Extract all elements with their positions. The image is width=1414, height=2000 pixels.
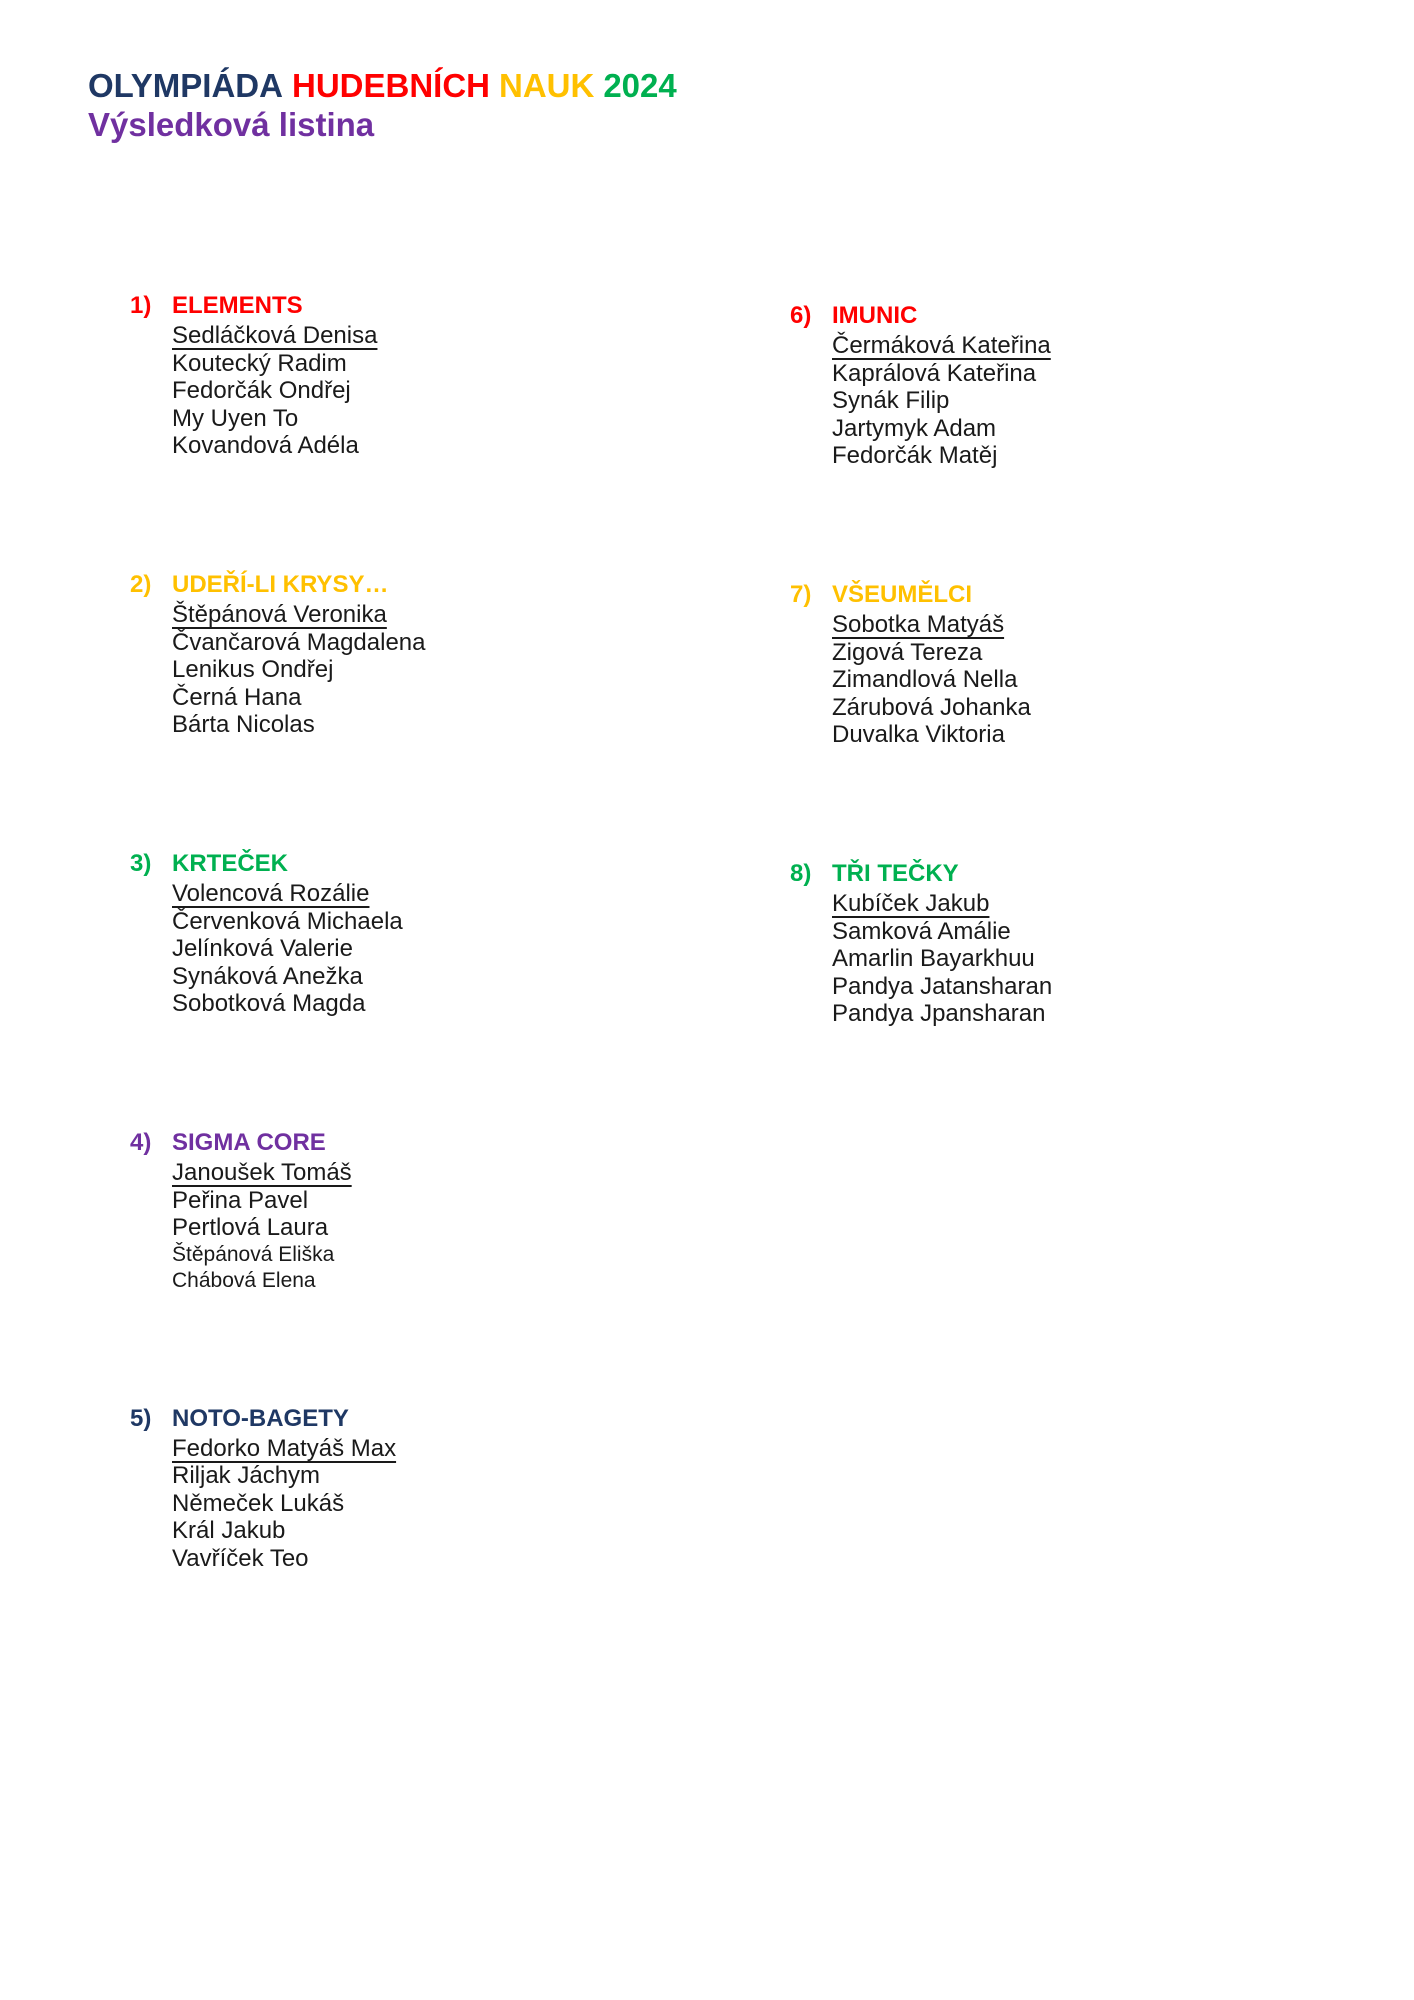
member-name: Fedorčák Ondřej	[172, 377, 351, 405]
member-name: Pandya Jpansharan	[832, 1000, 1046, 1028]
team-name: NOTO-BAGETY	[172, 1404, 349, 1432]
member-name: Jelínková Valerie	[172, 935, 353, 963]
team-name: TŘI TEČKY	[832, 859, 959, 887]
member-name: Koutecký Radim	[172, 349, 347, 377]
team-name: ELEMENTS	[172, 292, 303, 319]
member-name: Kubíček Jakub	[832, 889, 990, 917]
document-header	[88, 66, 686, 144]
member-name: Samková Amálie	[832, 917, 1011, 945]
member-list	[172, 1159, 750, 1294]
team-rank: 3)	[130, 849, 152, 877]
team-rank: 4)	[130, 1128, 152, 1156]
member-list	[172, 1435, 750, 1573]
member-name: Zimandlová Nella	[832, 666, 1018, 694]
member-list	[832, 611, 1410, 749]
team-rank: 8)	[790, 859, 812, 887]
member-name: Sobotková Magda	[172, 990, 366, 1018]
team-group-3	[130, 850, 750, 1018]
team-group-7	[790, 581, 1410, 749]
team-rank: 6)	[790, 302, 812, 329]
member-list	[172, 880, 750, 1018]
member-name: Duvalka Viktoria	[832, 721, 1005, 749]
team-group-2	[130, 571, 750, 739]
member-name: Kovandová Adéla	[172, 432, 359, 460]
page-subtitle: Výsledková listina	[88, 106, 375, 143]
title-word-nauk: NAUK	[498, 67, 595, 104]
member-name: Fedorčák Matěj	[832, 442, 998, 470]
member-name: Kaprálová Kateřina	[832, 359, 1037, 387]
member-name: Synák Filip	[832, 387, 950, 415]
title-word-hudebnich: HUDEBNÍCH	[291, 67, 490, 104]
member-name: Zigová Tereza	[832, 638, 983, 666]
member-name: Štěpánová Veronika	[172, 600, 387, 628]
member-list	[832, 890, 1410, 1028]
team-name: IMUNIC	[832, 302, 918, 329]
team-group-4	[130, 1129, 750, 1294]
team-rank: 7)	[790, 580, 812, 608]
team-name: VŠEUMĚLCI	[832, 580, 973, 608]
member-name: Čvančarová Magdalena	[172, 628, 426, 656]
member-name: Peřina Pavel	[172, 1186, 309, 1214]
member-list	[172, 322, 750, 460]
member-name: Janoušek Tomáš	[172, 1158, 352, 1186]
member-name: Král Jakub	[172, 1517, 286, 1545]
member-name: Lenikus Ondřej	[172, 656, 334, 684]
member-name: Štěpánová Eliška	[172, 1242, 335, 1266]
member-name: Amarlin Bayarkhuu	[832, 945, 1035, 973]
right-column	[790, 302, 1410, 1139]
left-column	[130, 292, 750, 1684]
member-name: Riljak Jáchym	[172, 1462, 321, 1490]
team-group-5	[130, 1405, 750, 1573]
title-word-olympiada: OLYMPIÁDA	[88, 67, 283, 104]
member-name: Bárta Nicolas	[172, 711, 315, 739]
team-name: KRTEČEK	[172, 849, 289, 877]
page-title	[88, 66, 686, 106]
title-word-2024: 2024	[603, 67, 677, 104]
member-name: Zárubová Johanka	[832, 693, 1031, 721]
member-name: Vavříček Teo	[172, 1545, 309, 1573]
member-name: Čermáková Kateřina	[832, 332, 1051, 359]
team-rank: 5)	[130, 1404, 152, 1432]
team-rank: 1)	[130, 292, 152, 319]
member-name: Černá Hana	[172, 683, 302, 711]
team-group-1	[130, 292, 750, 460]
team-name: UDEŘÍ-LI KRYSY…	[172, 570, 389, 598]
member-name: Pertlová Laura	[172, 1214, 329, 1242]
member-name: Volencová Rozálie	[172, 879, 370, 907]
member-name: Sobotka Matyáš	[832, 610, 1005, 638]
member-name: Chábová Elena	[172, 1268, 316, 1292]
member-name: My Uyen To	[172, 404, 299, 432]
team-name: SIGMA CORE	[172, 1128, 326, 1156]
member-list	[832, 332, 1410, 470]
member-list	[172, 601, 750, 739]
member-name: Fedorko Matyáš Max	[172, 1434, 397, 1462]
team-rank: 2)	[130, 570, 152, 598]
member-name: Jartymyk Adam	[832, 414, 997, 442]
member-name: Němeček Lukáš	[172, 1489, 345, 1517]
member-name: Červenková Michaela	[172, 907, 403, 935]
team-group-6	[790, 302, 1410, 470]
team-group-8	[790, 860, 1410, 1028]
member-name: Sedláčková Denisa	[172, 322, 378, 349]
member-name: Pandya Jatansharan	[832, 972, 1053, 1000]
member-name: Synáková Anežka	[172, 962, 363, 990]
